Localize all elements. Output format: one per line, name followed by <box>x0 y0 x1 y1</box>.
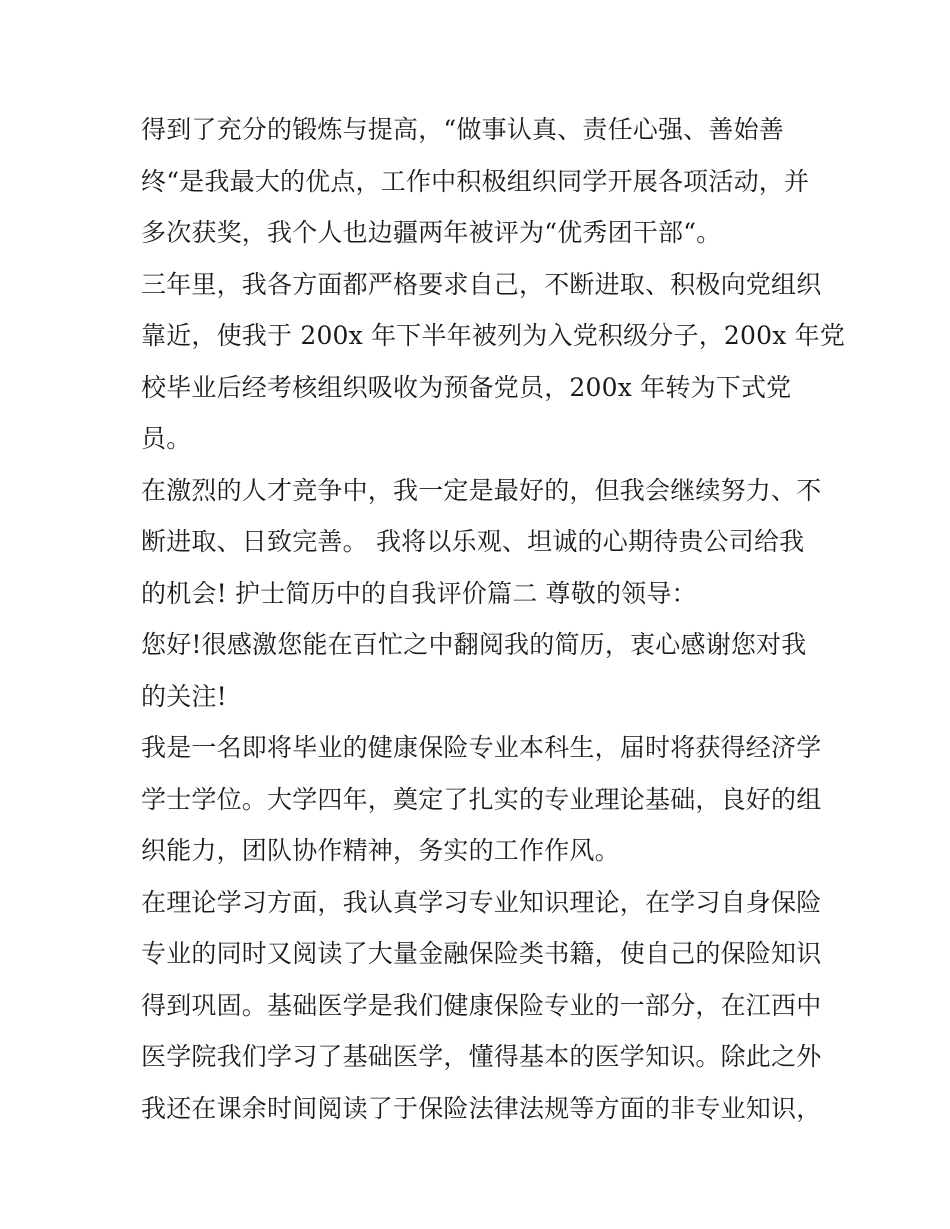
text-line: 断进取、日致完善。 我将以乐观、坦诚的心期待贵公司给我 <box>141 527 805 556</box>
text-line: 我还在课余时间阅读了于保险法律法规等方面的非专业知识， <box>141 1093 822 1123</box>
text-line: 我是一名即将毕业的健康保险专业本科生，届时将获得经济学 <box>141 733 822 762</box>
text-line: 多次获奖，我个人也边疆两年被评为“优秀团干部“。 <box>141 218 722 247</box>
text-line: 校毕业后经考核组织吸收为预备党员，200x 年转为下式党 <box>141 372 792 402</box>
text-line: 员。 <box>141 424 192 453</box>
text-line: 在理论学习方面，我认真学习专业知识理论，在学习自身保险 <box>141 887 822 917</box>
text-line: 您好!很感激您能在百忙之中翻阅我的简历，衷心感谢您对我 <box>141 630 807 659</box>
text-line: 医学院我们学习了基础医学，懂得基本的医学知识。除此之外 <box>141 1042 822 1071</box>
text-line: 的机会! 护士简历中的自我评价篇二 尊敬的领导： <box>141 578 697 608</box>
text-line: 靠近，使我于 200x 年下半年被列为入党积级分子，200x 年党 <box>141 321 846 350</box>
text-line: 得到巩固。基础医学是我们健康保险专业的一部分，在江西中 <box>141 990 822 1020</box>
text-line: 终“是我最大的优点，工作中积极组织同学开展各项活动，并 <box>141 166 810 196</box>
text-line: 得到了充分的锻炼与提高，“做事认真、责任心强、善始善 <box>141 115 784 144</box>
text-line: 织能力，团队协作精神，务实的工作作风。 <box>141 836 620 865</box>
text-line: 三年里，我各方面都严格要求自己，不断进取、积极向党组织 <box>141 269 822 299</box>
text-line: 在激烈的人才竞争中，我一定是最好的，但我会继续努力、不 <box>141 475 822 505</box>
text-line: 专业的同时又阅读了大量金融保险类书籍，使自己的保险知识 <box>141 939 822 968</box>
text-line: 的关注! <box>141 681 227 711</box>
text-line: 学士学位。大学四年，奠定了扎实的专业理论基础，良好的组 <box>141 784 822 814</box>
document-body <box>141 108 846 1138</box>
